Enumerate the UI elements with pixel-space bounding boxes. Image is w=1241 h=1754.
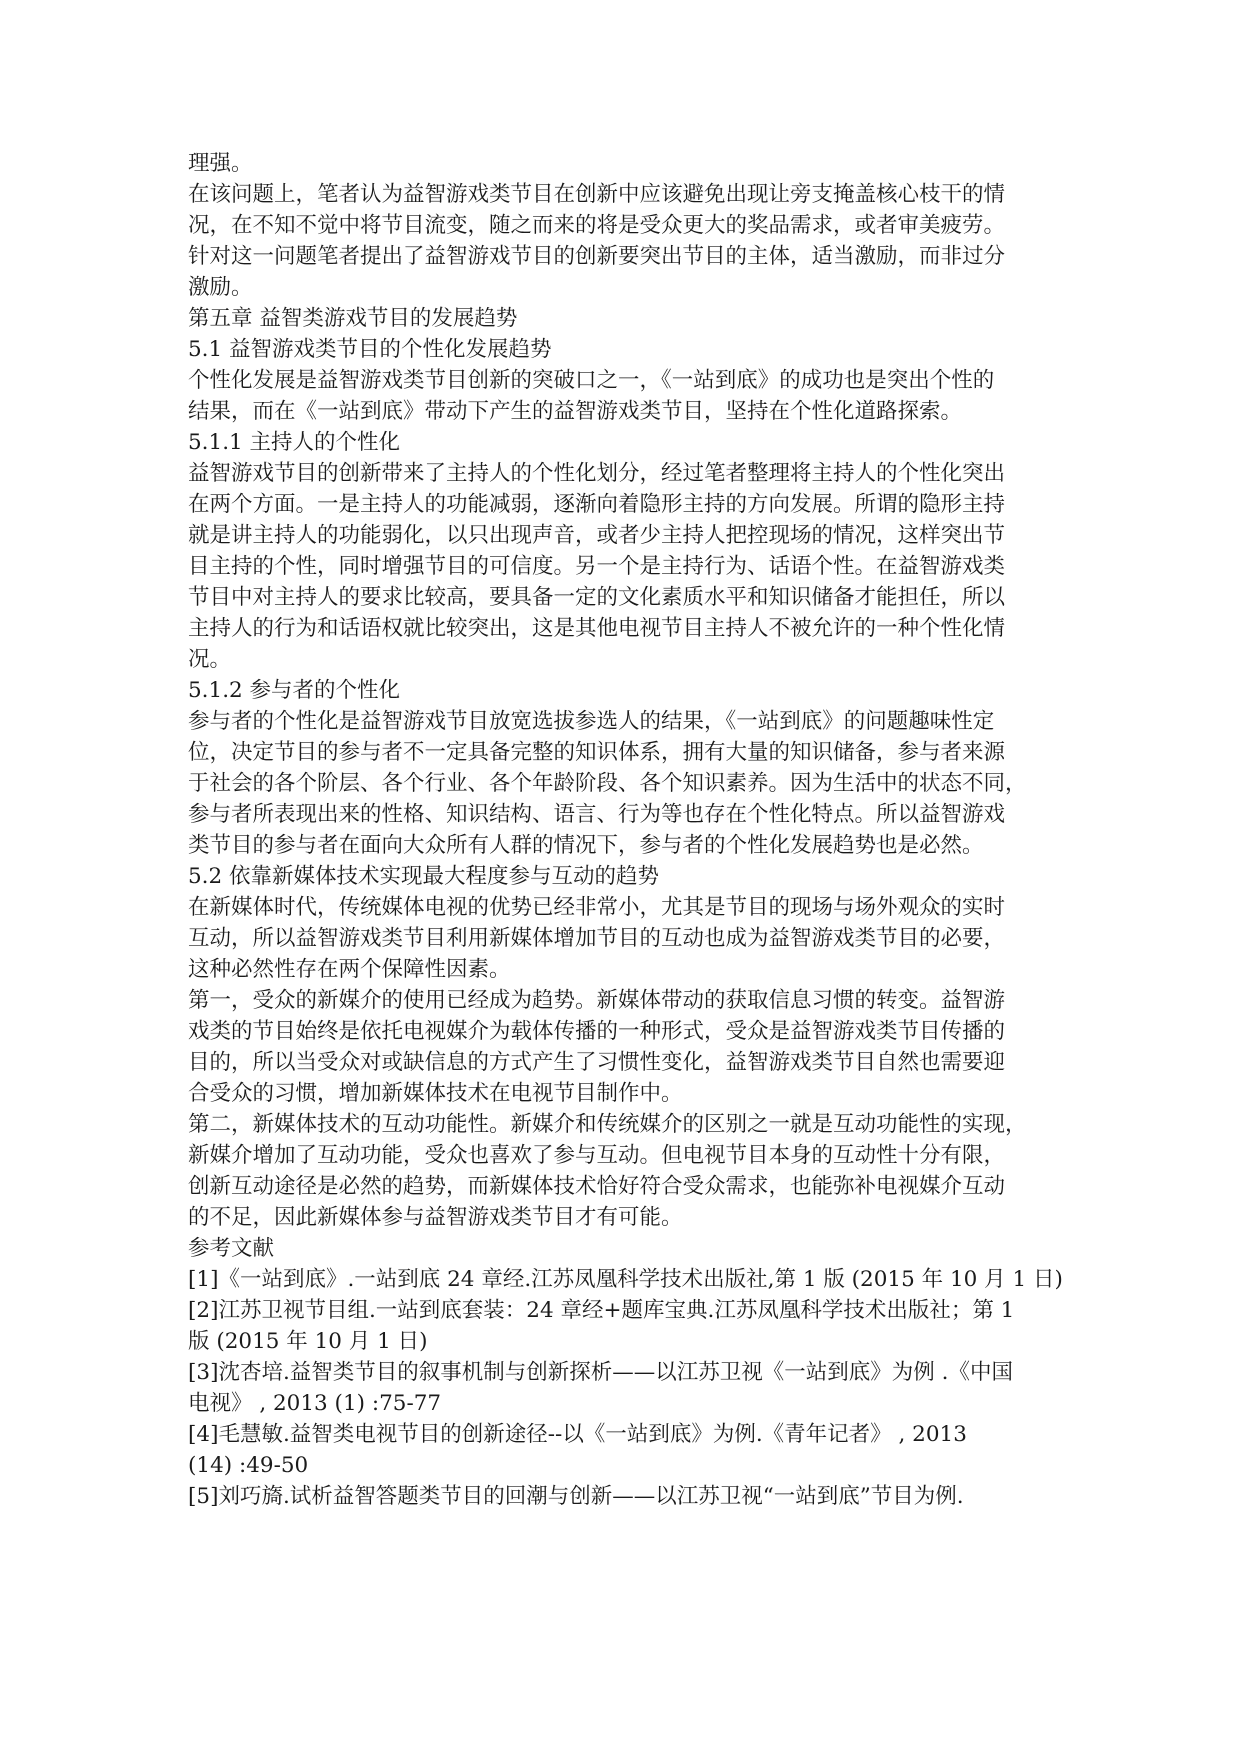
references-heading: 参考文献 [188, 1236, 275, 1261]
text-line: 在两个方面。一是主持人的功能减弱，逐渐向着隐形主持的方向发展。所谓的隐形主持 [188, 492, 1006, 517]
text-line: 的不足，因此新媒体参与益智游戏类节目才有可能。 [188, 1205, 683, 1230]
text-line: 激励。 [188, 275, 253, 300]
reference-line: (14) :49-50 [188, 1453, 309, 1478]
text-line: 第二，新媒体技术的互动功能性。新媒介和传统媒介的区别之一就是互动功能性的实现， [188, 1112, 1027, 1137]
text-line: 参与者的个性化是益智游戏节目放宽选拔参选人的结果，《一站到底》的问题趣味性定 [188, 709, 995, 734]
section-heading: 5.2 依靠新媒体技术实现最大程度参与互动的趋势 [188, 864, 660, 889]
text-line: 针对这一问题笔者提出了益智游戏节目的创新要突出节目的主体，适当激励，而非过分 [188, 244, 1006, 269]
text-line: 目的，所以当受众对或缺信息的方式产生了习惯性变化，益智游戏类节目自然也需要迎 [188, 1050, 1006, 1075]
reference-line: 电视》 , 2013 (1) :75-77 [188, 1391, 442, 1416]
text-line: 新媒介增加了互动功能，受众也喜欢了参与互动。但电视节目本身的互动性十分有限， [188, 1143, 1006, 1168]
reference-line: [1]《一站到底》.一站到底 24 章经.江苏凤凰科学技术出版社,第 1 版 (2015 年 10 月 1 日) [188, 1267, 1063, 1292]
text-line: 个性化发展是益智游戏类节目创新的突破口之一，《一站到底》的成功也是突出个性的 [188, 368, 995, 393]
text-line: 位，决定节目的参与者不一定具备完整的知识体系，拥有大量的知识储备，参与者来源 [188, 740, 1006, 765]
text-line: 创新互动途径是必然的趋势，而新媒体技术恰好符合受众需求，也能弥补电视媒介互动 [188, 1174, 1006, 1199]
text-line: 这种必然性存在两个保障性因素。 [188, 957, 511, 982]
text-line: 互动，所以益智游戏类节目利用新媒体增加节目的互动也成为益智游戏类节目的必要， [188, 926, 1006, 951]
text-line: 况。 [188, 647, 232, 672]
section-heading: 5.1 益智游戏类节目的个性化发展趋势 [188, 337, 552, 362]
chapter-heading: 第五章 益智类游戏节目的发展趋势 [188, 306, 518, 331]
text-line: 就是讲主持人的功能弱化，以只出现声音，或者少主持人把控现场的情况，这样突出节 [188, 523, 1006, 548]
text-line: 结果，而在《一站到底》带动下产生的益智游戏类节目，坚持在个性化道路探索。 [188, 399, 963, 424]
text-line: 合受众的习惯，增加新媒体技术在电视节目制作中。 [188, 1081, 683, 1106]
reference-line: [5]刘巧旖.试析益智答题类节目的回潮与创新——以江苏卫视“一站到底”节目为例. [188, 1484, 964, 1509]
text-line: 主持人的行为和话语权就比较突出，这是其他电视节目主持人不被允许的一种个性化情 [188, 616, 1006, 641]
subsection-heading: 5.1.1 主持人的个性化 [188, 430, 401, 455]
text-line: 节目中对主持人的要求比较高，要具备一定的文化素质水平和知识储备才能担任，所以 [188, 585, 1006, 610]
text-line: 益智游戏节目的创新带来了主持人的个性化划分，经过笔者整理将主持人的个性化突出 [188, 461, 1006, 486]
text-line: 在新媒体时代，传统媒体电视的优势已经非常小，尤其是节目的现场与场外观众的实时 [188, 895, 1006, 920]
document-page [188, 148, 1068, 1512]
reference-line: [4]毛慧敏.益智类电视节目的创新途径--以《一站到底》为例.《青年记者》 , 2013 [188, 1422, 967, 1447]
reference-line: 版 (2015 年 10 月 1 日) [188, 1329, 428, 1354]
text-line: 于社会的各个阶层、各个行业、各个年龄阶段、各个知识素养。因为生活中的状态不同， [188, 771, 1027, 796]
text-line: 参与者所表现出来的性格、知识结构、语言、行为等也存在个性化特点。所以益智游戏 [188, 802, 1006, 827]
text-line: 况，在不知不觉中将节目流变，随之而来的将是受众更大的奖品需求，或者审美疲劳。 [188, 213, 1006, 238]
text-line: 类节目的参与者在面向大众所有人群的情况下，参与者的个性化发展趋势也是必然。 [188, 833, 984, 858]
subsection-heading: 5.1.2 参与者的个性化 [188, 678, 401, 703]
text-line: 第一，受众的新媒介的使用已经成为趋势。新媒体带动的获取信息习惯的转变。益智游 [188, 988, 1006, 1013]
text-line: 在该问题上，笔者认为益智游戏类节目在创新中应该避免出现让旁支掩盖核心枝干的情 [188, 182, 1006, 207]
text-line: 理强。 [188, 151, 253, 176]
text-line: 戏类的节目始终是依托电视媒介为载体传播的一种形式，受众是益智游戏类节目传播的 [188, 1019, 1006, 1044]
text-line: 目主持的个性，同时增强节目的可信度。另一个是主持行为、话语个性。在益智游戏类 [188, 554, 1006, 579]
reference-line: [3]沈杏培.益智类节目的叙事机制与创新探析——以江苏卫视《一站到底》为例 .《中国 [188, 1360, 1013, 1385]
reference-line: [2]江苏卫视节目组.一站到底套装：24 章经+题库宝典.江苏凤凰科学技术出版社；第 1 [188, 1298, 1015, 1323]
